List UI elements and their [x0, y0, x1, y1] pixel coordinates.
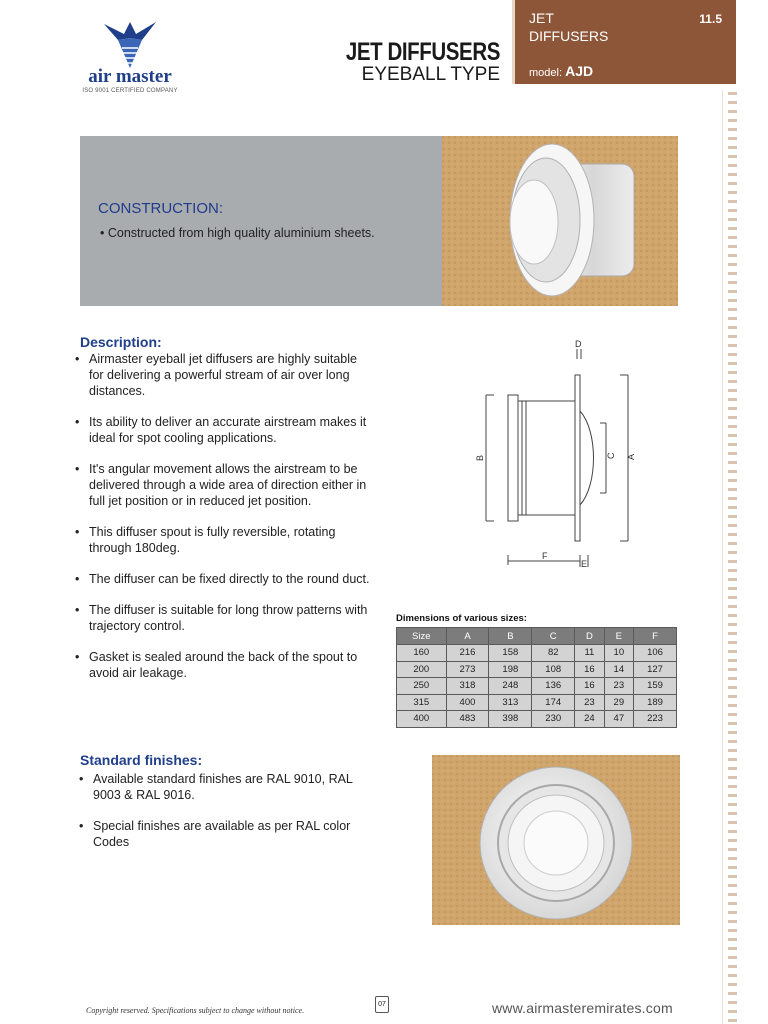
description-list [74, 351, 374, 696]
header-divider [512, 0, 515, 84]
page-number: 07 [375, 996, 389, 1013]
table-cell: 23 [575, 694, 604, 711]
list-item: • The diffuser is suitable for long throw patterns with trajectory control. [74, 602, 374, 634]
construction-item: • Constructed from high quality aluminium sheets. [100, 226, 375, 240]
table-cell: 10 [604, 645, 633, 662]
brand-certification: ISO 9001 CERTIFIED COMPANY [82, 88, 178, 94]
description-heading: Description: [80, 334, 162, 350]
col-header: E [604, 628, 633, 645]
table-cell: 160 [397, 645, 447, 662]
table-cell: 483 [446, 711, 489, 728]
table-row [397, 645, 677, 662]
table-cell: 16 [575, 661, 604, 678]
list-item: • Special finishes are available as per RAL color Codes [78, 818, 378, 850]
table-cell: 318 [446, 678, 489, 695]
model-label: model: [529, 67, 563, 79]
website-link[interactable]: www.airmasteremirates.com [492, 1000, 673, 1016]
brand-name: air master [88, 66, 172, 87]
table-header-row [397, 628, 677, 645]
page-edge-rule [722, 90, 723, 1024]
list-item: • Available standard finishes are RAL 9010, RAL 9003 & RAL 9016. [78, 771, 378, 803]
finishes-heading: Standard finishes: [80, 752, 203, 768]
table-cell: 400 [446, 694, 489, 711]
dim-label-d: D [575, 339, 582, 349]
construction-panel [80, 136, 442, 306]
finishes-list [78, 771, 378, 865]
table-cell: 200 [397, 661, 447, 678]
product-photo-front [432, 755, 680, 925]
table-cell: 108 [532, 661, 575, 678]
table-cell: 216 [446, 645, 489, 662]
table-cell: 248 [489, 678, 532, 695]
table-cell: 11 [575, 645, 604, 662]
category-line-1: JET [529, 10, 554, 26]
table-cell: 24 [575, 711, 604, 728]
dim-label-a: A [626, 453, 636, 460]
col-header: D [575, 628, 604, 645]
list-item: • Gasket is sealed around the back of the spout to avoid air leakage. [74, 649, 374, 681]
col-header: Size [397, 628, 447, 645]
table-cell: 158 [489, 645, 532, 662]
dim-label-b: B [475, 454, 485, 461]
model-info [529, 63, 593, 79]
table-cell: 14 [604, 661, 633, 678]
list-item: • The diffuser can be fixed directly to the round duct. [74, 571, 374, 587]
page-stitch-border [728, 92, 737, 1022]
category-header-box [512, 0, 736, 84]
table-cell: 127 [634, 661, 677, 678]
table-cell: 23 [604, 678, 633, 695]
table-cell: 250 [397, 678, 447, 695]
table-cell: 223 [634, 711, 677, 728]
section-number: 11.5 [699, 12, 722, 26]
table-cell: 313 [489, 694, 532, 711]
dim-label-c: C [606, 452, 616, 459]
col-header: F [634, 628, 677, 645]
table-cell: 398 [489, 711, 532, 728]
list-item: • Its ability to deliver an accurate airstream makes it ideal for spot cooling applications. [74, 414, 374, 446]
dim-label-f: F [542, 551, 548, 561]
table-cell: 29 [604, 694, 633, 711]
table-cell: 159 [634, 678, 677, 695]
list-item: • It's angular movement allows the airstream to be delivered through a wide area of direction either in full jet position or in reduced jet position. [74, 461, 374, 509]
product-photo-side [442, 136, 678, 306]
table-cell: 315 [397, 694, 447, 711]
table-cell: 47 [604, 711, 633, 728]
table-row [397, 711, 677, 728]
table-cell: 136 [532, 678, 575, 695]
table-cell: 230 [532, 711, 575, 728]
category-line-2: DIFFUSERS [529, 28, 609, 44]
table-row [397, 694, 677, 711]
col-header: C [532, 628, 575, 645]
table-cell: 198 [489, 661, 532, 678]
list-item: • Airmaster eyeball jet diffusers are highly suitable for delivering a powerful stream of air over long distances. [74, 351, 374, 399]
model-code: AJD [565, 63, 594, 79]
brand-logo [70, 18, 190, 98]
eagle-logo-icon [102, 18, 158, 68]
dimensions-table [396, 627, 677, 728]
copyright-notice: Copyright reserved. Specifications subject to change without notice. [86, 1006, 305, 1015]
dimensions-caption: Dimensions of various sizes: [396, 613, 527, 624]
col-header: B [489, 628, 532, 645]
table-row [397, 678, 677, 695]
col-header: A [446, 628, 489, 645]
table-row [397, 661, 677, 678]
table-cell: 273 [446, 661, 489, 678]
table-cell: 106 [634, 645, 677, 662]
table-cell: 16 [575, 678, 604, 695]
page-title: JET DIFFUSERS [345, 38, 500, 66]
list-item: • This diffuser spout is fully reversible, rotating through 180deg. [74, 524, 374, 556]
table-cell: 82 [532, 645, 575, 662]
construction-heading: CONSTRUCTION: [98, 200, 223, 217]
table-cell: 400 [397, 711, 447, 728]
page-subtitle: EYEBALL TYPE [361, 64, 500, 85]
table-cell: 189 [634, 694, 677, 711]
dim-label-e: E [581, 559, 588, 569]
table-cell: 174 [532, 694, 575, 711]
technical-drawing [470, 335, 650, 575]
